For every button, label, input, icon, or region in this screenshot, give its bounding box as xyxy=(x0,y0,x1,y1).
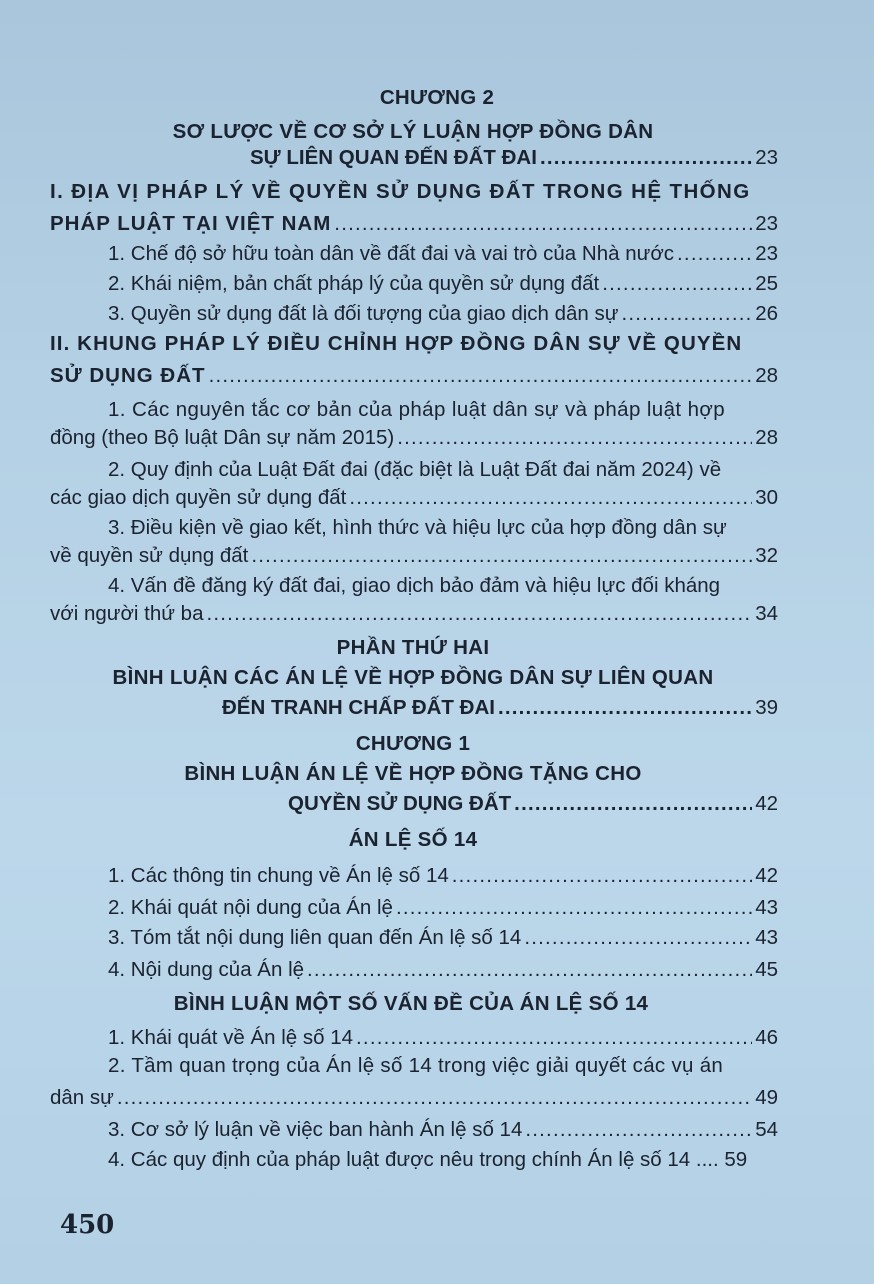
chapter1-title: CHƯƠNG 1 xyxy=(355,732,471,755)
part2-heading-line2: ĐẾN TRANH CHẤP ĐẤT ĐAI xyxy=(222,696,495,719)
page-number: 450 xyxy=(60,1210,115,1240)
chapter2-entry[interactable] xyxy=(250,144,778,172)
section2-entry[interactable] xyxy=(50,362,778,390)
section1-entry[interactable] xyxy=(50,210,778,238)
commentary-item-3[interactable]: 3. Cơ sở lý luận về việc ban hành Án lệ số 14 ..... 54 xyxy=(108,1116,778,1144)
section2-heading-line2: SỬ DỤNG ĐẤT xyxy=(50,364,206,387)
dot-leader xyxy=(524,924,752,952)
page-ref: 25 xyxy=(755,272,778,295)
section2-item-4-line1: 4. Vấn đề đăng ký đất đai, giao dịch bảo đảm và hiệu lực đối kháng xyxy=(108,574,721,597)
section2-item-2[interactable]: các giao dịch quyền sử dụng đất ..... 30 xyxy=(50,484,778,512)
dot-leader xyxy=(540,144,752,172)
part2-heading-line1: BÌNH LUẬN CÁC ÁN LỆ VỀ HỢP ĐỒNG DÂN SỰ LIÊN QUAN xyxy=(112,666,714,689)
page-ref: 30 xyxy=(755,486,778,509)
section1-item-2[interactable]: 2. Khái niệm, bản chất pháp lý của quyền sử dụng đất ..... 25 xyxy=(108,270,778,298)
case14-item-2[interactable]: 2. Khái quát nội dung của Án lệ ..... 43 xyxy=(108,894,778,922)
page-ref: 49 xyxy=(755,1086,778,1109)
section1-heading-line1: I. ĐỊA VỊ PHÁP LÝ VỀ QUYỀN SỬ DỤNG ĐẤT TRONG HỆ THỐNG xyxy=(50,180,751,203)
dot-leader xyxy=(452,862,752,890)
commentary-item-2[interactable]: dân sự ..... 49 xyxy=(50,1084,778,1112)
section1-item-3[interactable]: 3. Quyền sử dụng đất là đối tượng của giao dịch dân sự ..... 26 xyxy=(108,300,778,328)
section2-item-1[interactable]: đồng (theo Bộ luật Dân sự năm 2015) ..... 28 xyxy=(50,424,778,452)
chapter2-heading-line1: SƠ LƯỢC VỀ CƠ SỞ LÝ LUẬN HỢP ĐỒNG DÂN xyxy=(172,120,654,143)
page-ref: 59 xyxy=(724,1148,748,1171)
dot-leader xyxy=(396,894,752,922)
section2-item-4[interactable]: với người thứ ba ..... 34 xyxy=(50,600,778,628)
case14-item-4[interactable]: 4. Nội dung của Án lệ ..... 45 xyxy=(108,956,778,984)
dot-leader xyxy=(677,240,752,268)
section1-item-1[interactable]: 1. Chế độ sở hữu toàn dân về đất đai và vai trò của Nhà nước ..... 23 xyxy=(108,240,778,268)
page-ref: 46 xyxy=(755,1026,778,1049)
dot-leader xyxy=(525,1116,752,1144)
page-ref: 23 xyxy=(755,242,778,265)
chapter2-heading-line2: SỰ LIÊN QUAN ĐẾN ĐẤT ĐAI xyxy=(250,146,537,169)
part2-title: PHẦN THỨ HAI xyxy=(336,636,490,659)
chapter1-heading-line1: BÌNH LUẬN ÁN LỆ VỀ HỢP ĐỒNG TẶNG CHO xyxy=(184,762,642,785)
dot-leader xyxy=(602,270,752,298)
page-ref: 32 xyxy=(755,544,778,567)
dot-leader xyxy=(117,1084,752,1112)
page-ref: 43 xyxy=(755,926,778,949)
section2-item-1-line1: 1. Các nguyên tắc cơ bản của pháp luật dân sự và pháp luật hợp xyxy=(108,398,726,421)
commentary-item-4[interactable]: 4. Các quy định của pháp luật được nêu trong chính Án lệ số 14 .... 59 xyxy=(108,1148,748,1171)
section2-item-3-line1: 3. Điều kiện về giao kết, hình thức và hiệu lực của hợp đồng dân sự xyxy=(108,516,727,539)
commentary-title: BÌNH LUẬN MỘT SỐ VẤN ĐỀ CỦA ÁN LỆ SỐ 14 xyxy=(173,992,649,1015)
page-ref: 39 xyxy=(755,696,778,719)
dot-leader xyxy=(498,694,752,722)
section2-item-3[interactable]: về quyền sử dụng đất ..... 32 xyxy=(50,542,778,570)
dot-leader xyxy=(334,210,752,238)
page-ref: 45 xyxy=(755,958,778,981)
part2-entry[interactable] xyxy=(222,694,778,722)
chapter1-entry[interactable] xyxy=(288,790,778,818)
page-ref: 28 xyxy=(755,364,778,387)
dot-leader xyxy=(356,1024,752,1052)
case14-item-3[interactable]: 3. Tóm tắt nội dung liên quan đến Án lệ số 14 ..... 43 xyxy=(108,924,778,952)
dot-leader xyxy=(209,362,753,390)
section2-heading-line1: II. KHUNG PHÁP LÝ ĐIỀU CHỈNH HỢP ĐỒNG DÂN SỰ VỀ QUYỀN xyxy=(50,332,743,355)
commentary-item-2-line1: 2. Tầm quan trọng của Án lệ số 14 trong việc giải quyết các vụ án xyxy=(108,1054,724,1077)
page-ref: 23 xyxy=(755,212,778,235)
case14-title: ÁN LỆ SỐ 14 xyxy=(348,828,478,851)
dot-leader xyxy=(397,424,752,452)
commentary-item-1[interactable]: 1. Khái quát về Án lệ số 14 ..... 46 xyxy=(108,1024,778,1052)
case14-item-1[interactable]: 1. Các thông tin chung về Án lệ số 14 ..... 42 xyxy=(108,862,778,890)
dot-leader xyxy=(349,484,752,512)
page-ref: 26 xyxy=(755,302,778,325)
page-ref: 42 xyxy=(755,792,778,815)
page-ref: 23 xyxy=(755,146,778,169)
chapter2-title: CHƯƠNG 2 xyxy=(379,86,495,109)
page-ref: 28 xyxy=(755,426,778,449)
dot-leader xyxy=(622,300,753,328)
dot-leader xyxy=(251,542,752,570)
page-ref: 43 xyxy=(755,896,778,919)
chapter1-heading-line2: QUYỀN SỬ DỤNG ĐẤT xyxy=(288,792,512,815)
section2-item-2-line1: 2. Quy định của Luật Đất đai (đặc biệt là Luật Đất đai năm 2024) về xyxy=(108,458,722,481)
page-ref: 54 xyxy=(755,1118,778,1141)
section1-heading-line2: PHÁP LUẬT TẠI VIỆT NAM xyxy=(50,212,332,235)
page-ref: 42 xyxy=(755,864,778,887)
dot-leader xyxy=(307,956,752,984)
dot-leader xyxy=(514,790,752,818)
page-ref: 34 xyxy=(755,602,778,625)
dot-leader xyxy=(206,600,752,628)
